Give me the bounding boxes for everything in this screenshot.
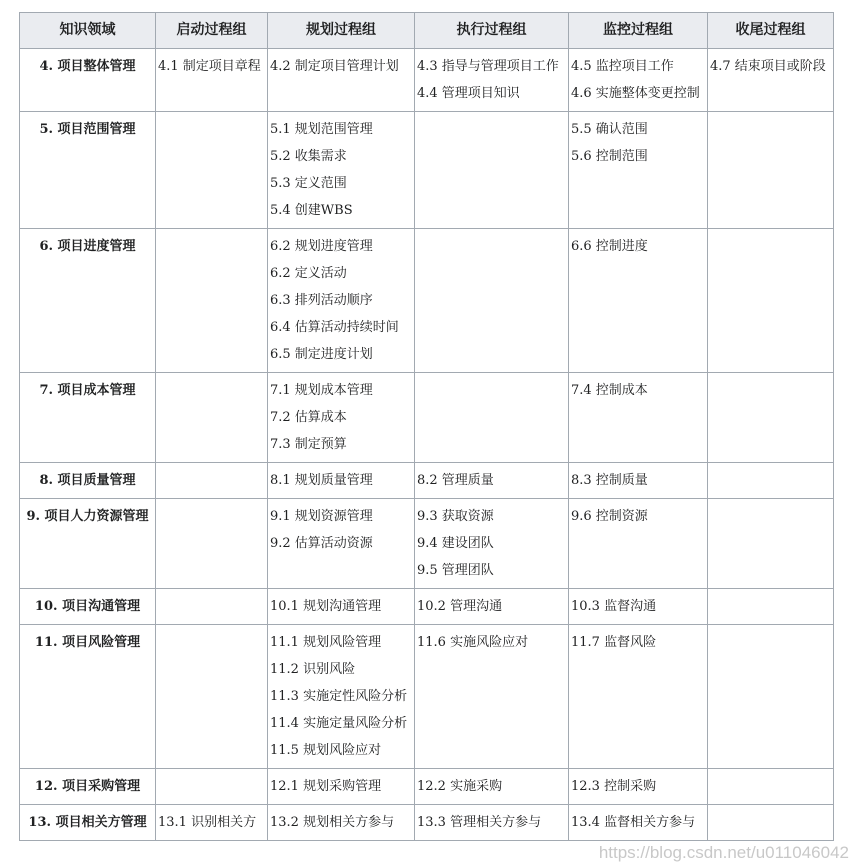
table-row	[20, 805, 834, 841]
knowledge-area-cell: 13. 项目相关方管理	[20, 805, 156, 841]
process-item: 4.3 指导与管理项目工作	[417, 59, 559, 74]
process-item: 7.3 制定预算	[270, 437, 347, 452]
table-row	[20, 49, 834, 112]
process-item: 5.4 创建WBS	[270, 203, 353, 218]
process-item: 13.4 监督相关方参与	[571, 815, 696, 830]
process-item: 5.5 确认范围	[571, 122, 648, 137]
process-item: 9.5 管理团队	[417, 563, 494, 578]
table-row	[20, 769, 834, 805]
process-item: 6.3 排列活动顺序	[270, 293, 373, 308]
process-item: 9.3 获取资源	[417, 509, 494, 524]
process-item: 7.4 控制成本	[571, 383, 648, 398]
process-item: 11.3 实施定性风险分析	[270, 689, 408, 704]
process-item: 11.4 实施定量风险分析	[270, 716, 408, 731]
knowledge-area-cell: 12. 项目采购管理	[20, 769, 156, 805]
process-cell	[708, 769, 834, 805]
process-item: 4.7 结束项目或阶段	[710, 59, 826, 74]
process-cell	[156, 769, 268, 805]
process-item: 11.2 识别风险	[270, 662, 356, 677]
process-item: 5.3 定义范围	[270, 176, 347, 191]
process-cell	[708, 49, 834, 112]
watermark: https://blog.csdn.net/u011046042	[598, 843, 849, 862]
process-cell	[569, 589, 708, 625]
process-cell	[569, 769, 708, 805]
process-cell	[156, 499, 268, 589]
process-cell	[415, 463, 569, 499]
process-item: 6.2 定义活动	[270, 266, 347, 281]
process-item: 11.6 实施风险应对	[417, 635, 529, 650]
process-item: 4.1 制定项目章程	[158, 59, 261, 74]
process-item: 4.5 监控项目工作	[571, 59, 674, 74]
process-cell	[268, 589, 415, 625]
table-row	[20, 499, 834, 589]
process-cell	[708, 463, 834, 499]
process-cell	[156, 229, 268, 373]
table-row	[20, 625, 834, 769]
knowledge-area-cell: 11. 项目风险管理	[20, 625, 156, 769]
knowledge-area-cell: 4. 项目整体管理	[20, 49, 156, 112]
process-item: 9.4 建设团队	[417, 536, 494, 551]
process-cell	[268, 805, 415, 841]
process-item: 12.1 规划采购管理	[270, 779, 382, 794]
process-item: 9.1 规划资源管理	[270, 509, 373, 524]
process-cell	[569, 373, 708, 463]
process-cell	[268, 769, 415, 805]
process-item: 5.1 规划范围管理	[270, 122, 373, 137]
process-cell	[268, 463, 415, 499]
process-cell	[268, 499, 415, 589]
process-item: 10.1 规划沟通管理	[270, 599, 382, 614]
process-item: 7.1 规划成本管理	[270, 383, 373, 398]
process-cell	[415, 49, 569, 112]
process-cell	[156, 373, 268, 463]
process-item: 9.2 估算活动资源	[270, 536, 373, 551]
process-cell	[156, 49, 268, 112]
column-header: 启动过程组	[156, 13, 268, 49]
process-item: 11.7 监督风险	[571, 635, 657, 650]
process-item: 11.1 规划风险管理	[270, 635, 382, 650]
process-item: 12.3 控制采购	[571, 779, 657, 794]
column-header: 规划过程组	[268, 13, 415, 49]
process-cell	[569, 805, 708, 841]
process-cell	[415, 625, 569, 769]
process-cell	[569, 49, 708, 112]
table-row	[20, 229, 834, 373]
process-cell	[156, 625, 268, 769]
process-item: 10.2 管理沟通	[417, 599, 503, 614]
process-cell	[268, 49, 415, 112]
process-cell	[268, 625, 415, 769]
process-cell	[708, 112, 834, 229]
process-cell	[569, 499, 708, 589]
column-header: 知识领域	[20, 13, 156, 49]
table-row	[20, 463, 834, 499]
process-cell	[268, 373, 415, 463]
process-cell	[415, 805, 569, 841]
process-cell	[708, 625, 834, 769]
table-row	[20, 112, 834, 229]
process-cell	[415, 769, 569, 805]
process-cell	[156, 805, 268, 841]
process-item: 4.6 实施整体变更控制	[571, 86, 700, 101]
process-cell	[708, 499, 834, 589]
process-cell	[268, 112, 415, 229]
process-item: 8.1 规划质量管理	[270, 473, 373, 488]
knowledge-area-cell: 5. 项目范围管理	[20, 112, 156, 229]
knowledge-area-cell: 10. 项目沟通管理	[20, 589, 156, 625]
process-item: 13.3 管理相关方参与	[417, 815, 542, 830]
process-item: 13.1 识别相关方	[158, 815, 257, 830]
knowledge-area-cell: 9. 项目人力资源管理	[20, 499, 156, 589]
process-cell	[708, 229, 834, 373]
process-item: 4.2 制定项目管理计划	[270, 59, 399, 74]
column-header: 收尾过程组	[708, 13, 834, 49]
process-cell	[415, 589, 569, 625]
process-cell	[415, 373, 569, 463]
knowledge-area-cell: 6. 项目进度管理	[20, 229, 156, 373]
process-cell	[415, 229, 569, 373]
process-cell	[569, 463, 708, 499]
process-item: 8.3 控制质量	[571, 473, 648, 488]
process-item: 6.2 规划进度管理	[270, 239, 373, 254]
column-header: 监控过程组	[569, 13, 708, 49]
process-cell	[708, 589, 834, 625]
process-cell	[415, 499, 569, 589]
process-cell	[268, 229, 415, 373]
table-row	[20, 589, 834, 625]
process-cell	[708, 373, 834, 463]
knowledge-area-cell: 8. 项目质量管理	[20, 463, 156, 499]
process-cell	[156, 112, 268, 229]
process-item: 5.2 收集需求	[270, 149, 347, 164]
process-item: 5.6 控制范围	[571, 149, 648, 164]
process-item: 7.2 估算成本	[270, 410, 347, 425]
process-cell	[156, 463, 268, 499]
process-item: 6.5 制定进度计划	[270, 347, 373, 362]
process-item: 8.2 管理质量	[417, 473, 494, 488]
header-row	[20, 13, 834, 49]
process-cell	[569, 625, 708, 769]
knowledge-area-cell: 7. 项目成本管理	[20, 373, 156, 463]
table-row	[20, 373, 834, 463]
process-groups-table	[19, 12, 834, 841]
process-item: 6.4 估算活动持续时间	[270, 320, 399, 335]
process-item: 13.2 规划相关方参与	[270, 815, 395, 830]
process-item: 9.6 控制资源	[571, 509, 648, 524]
column-header: 执行过程组	[415, 13, 569, 49]
process-cell	[569, 112, 708, 229]
process-item: 4.4 管理项目知识	[417, 86, 520, 101]
process-item: 11.5 规划风险应对	[270, 743, 382, 758]
process-item: 12.2 实施采购	[417, 779, 503, 794]
process-cell	[569, 229, 708, 373]
process-cell	[415, 112, 569, 229]
process-item: 6.6 控制进度	[571, 239, 648, 254]
process-cell	[708, 805, 834, 841]
process-item: 10.3 监督沟通	[571, 599, 657, 614]
process-cell	[156, 589, 268, 625]
